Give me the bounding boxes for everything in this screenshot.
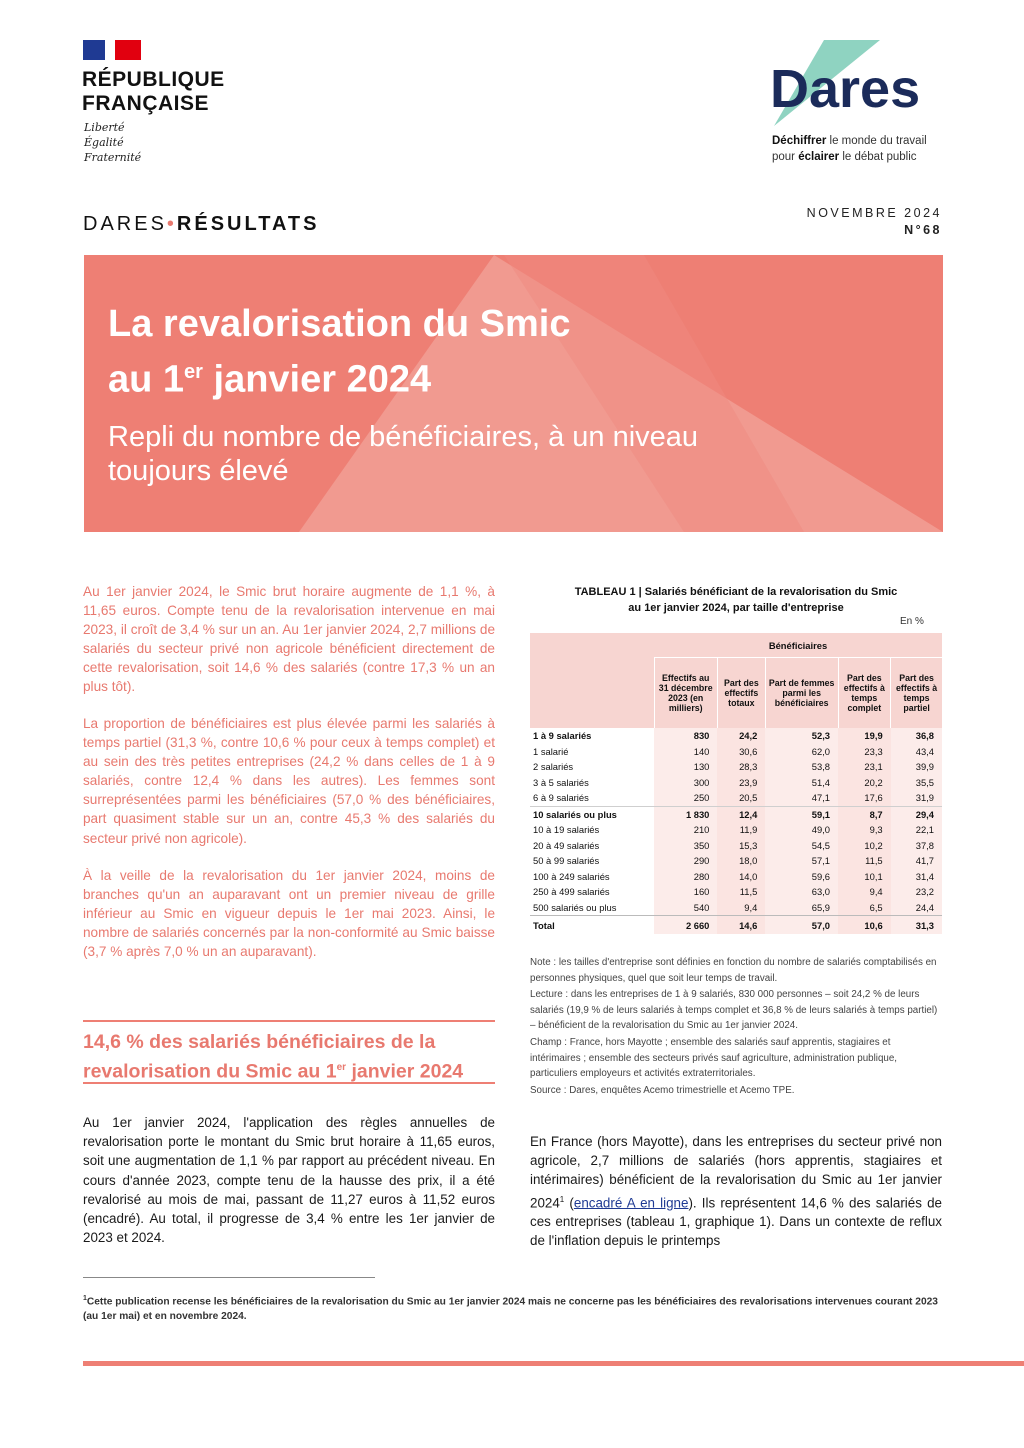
issue-info	[807, 205, 942, 239]
table-cell: 830	[654, 728, 717, 744]
table-row	[530, 900, 942, 916]
row-label: 500 salariés ou plus	[533, 901, 617, 913]
table-cell: 14,0	[717, 869, 765, 885]
table-row	[530, 884, 942, 900]
table-cell: 6,5	[838, 900, 891, 916]
table-cell: 9,4	[838, 884, 891, 900]
table-row	[530, 806, 942, 822]
french-flag-logo	[83, 40, 141, 60]
table-cell: 8,7	[838, 806, 891, 822]
table-cell: 540	[654, 900, 717, 916]
table-cell: 22,1	[891, 822, 942, 838]
table-cell: 350	[654, 838, 717, 854]
table-cell: 17,6	[838, 790, 891, 806]
title-line-1: La revalorisation du Smic	[108, 303, 571, 345]
table-cell: 52,3	[765, 728, 838, 744]
footnote-rule	[83, 1277, 375, 1278]
body-paragraph-right: En France (hors Mayotte), dans les entreprises du secteur privé non agricole, 2,7 millions de salariés (hors apprentis, stagiaires et intérimaires) bénéficient de la revalorisation du Smic au 1er janvier 2024$^1$ (encadré A en ligne). Ils représentent 14,6 % des salariés de ces entreprises (tableau 1, graphique 1). Dans un contexte de reflux de l'inflation depuis le printemps	[530, 1134, 942, 1249]
table-cell: 23,2	[891, 884, 942, 900]
table-cell: 65,9	[765, 900, 838, 916]
table-cell: 43,4	[891, 744, 942, 760]
table-cell: 54,5	[765, 838, 838, 854]
table-cell-total: 10,6	[838, 916, 891, 935]
row-label-total: Total	[530, 916, 654, 935]
tagline-strong-1: Déchiffrer	[772, 135, 827, 147]
col-header-temps-complet: Part des effectifs à temps complet	[838, 658, 891, 729]
table-body	[530, 728, 942, 934]
table-cell: 290	[654, 853, 717, 869]
table-cell: 300	[654, 775, 717, 791]
table-cell: 250	[654, 790, 717, 806]
table-unit: En %	[900, 616, 924, 627]
row-label: 2 salariés	[533, 761, 574, 773]
issue-date: NOVEMBRE 2024	[806, 206, 942, 220]
table-cell: 24,4	[891, 900, 942, 916]
motto-liberte: Liberté	[84, 121, 125, 134]
table-cell: 49,0	[765, 822, 838, 838]
row-label: 10 à 19 salariés	[533, 824, 600, 836]
row-label: 250 à 499 salariés	[533, 886, 610, 898]
table-cell: 59,6	[765, 869, 838, 885]
table-lecture: Lecture : dans les entreprises de 1 à 9 salariés, 830 000 personnes – soit 24,2 % de leurs salariés (19,9 % de leurs salariés à temps complet et 36,8 % de leurs salariés à temps partiel) – bénéficient de la revalorisation du Smic au 1er janvier 2024.	[530, 989, 938, 1032]
title-line-2-post: janvier 2024	[202, 358, 432, 401]
table-cell: 9,3	[838, 822, 891, 838]
footnote-marker: 1	[83, 1295, 87, 1302]
rf-name-line-1: RÉPUBLIQUE	[82, 68, 225, 91]
row-label: 100 à 249 salariés	[533, 870, 610, 882]
row-label: 1 salarié	[533, 745, 569, 757]
table-cell: 31,9	[891, 790, 942, 806]
table-row	[530, 759, 942, 775]
row-label: 6 à 9 salariés	[533, 792, 589, 804]
section-title-line-2-pre: revalorisation du Smic au 1	[83, 1060, 337, 1083]
subtitle-line-2: toujours élevé	[108, 455, 289, 487]
footnote-reference: 1	[559, 1194, 565, 1204]
table-cell: 23,9	[717, 775, 765, 791]
table-cell: 210	[654, 822, 717, 838]
footnote	[83, 1291, 943, 1324]
table-cell: 63,0	[765, 884, 838, 900]
lead-paragraph-2: La proportion de bénéficiaires est plus élevée parmi les salariés à temps partiel (31,3 %, contre 10,6 % pour ceux à temps complet) et au sein des très petites entreprises (24,2 % dans celles de 1 à 9 salariés, contre 12,4 % dans les autres). Les femmes sont surreprésentées parmi les bénéficiaires (57,0 % des bénéficiaires, part quasiment stable sur un an, contre 45,3 % des salariés du secteur privé non agricole).	[83, 716, 495, 846]
table-cell: 39,9	[891, 759, 942, 775]
table-row	[530, 853, 942, 869]
table-cell: 30,6	[717, 744, 765, 760]
dares-logo-text: Dares	[770, 59, 921, 119]
table-row	[530, 869, 942, 885]
table-cell: 9,4	[717, 900, 765, 916]
table-cell-total: 14,6	[717, 916, 765, 935]
table-cell: 59,1	[765, 806, 838, 822]
table-cell: 35,5	[891, 775, 942, 791]
table-cell: 29,4	[891, 806, 942, 822]
body-right-pre: En France (hors Mayotte), dans les entreprises du secteur privé non agricole, 2,7 millions de salariés (hors apprentis, stagiaires et intérimaires) bénéficient de la revalorisation du Smic au 1er janvier 2024	[530, 1134, 942, 1211]
table-cell: 37,8	[891, 838, 942, 854]
lead-paragraph-1: Au 1er janvier 2024, le Smic brut horaire augmente de 1,1 %, à 11,65 euros. Compte tenu de la revalorisation intervenue en mai 2023, il croît de 3,4 % sur un an. Au 1er janvier 2024, 2,7 millions de salariés du secteur privé non agricole bénéficient directement de cette revalorisation, soit 14,6 % des salariés (contre 17,3 % un an plus tôt).	[83, 584, 495, 695]
section-rule-bottom	[83, 1082, 495, 1084]
col-header-part-femmes: Part de femmes parmi les bénéficiaires	[765, 658, 838, 729]
section-title-line-2-post: janvier 2024	[346, 1060, 464, 1083]
table-title	[530, 584, 942, 616]
title-line-2-sup: er	[184, 361, 203, 383]
col-header-temps-partiel: Part des effectifs à temps partiel	[891, 658, 942, 729]
table-cell: 41,7	[891, 853, 942, 869]
beneficiaries-table	[530, 633, 942, 934]
title-line-2-pre: au 1	[108, 358, 185, 401]
row-label: 1 à 9 salariés	[533, 730, 592, 742]
title-line-2	[108, 348, 570, 404]
table-cell: 160	[654, 884, 717, 900]
dares-tagline	[772, 133, 927, 165]
issue-number: N°68	[904, 223, 942, 237]
table-cell: 20,2	[838, 775, 891, 791]
table-cell: 53,8	[765, 759, 838, 775]
table-row-total	[530, 916, 942, 935]
table-row	[530, 775, 942, 791]
tagline-pre-2: pour	[772, 151, 799, 163]
table-row	[530, 822, 942, 838]
row-label: 10 salariés ou plus	[530, 806, 654, 822]
encadre-a-link[interactable]: encadré A en ligne	[573, 1195, 689, 1211]
col-header-part-effectifs: Part des effectifs totaux	[717, 658, 765, 729]
table-cell: 24,2	[717, 728, 765, 744]
table-cell: 11,9	[717, 822, 765, 838]
section-title-line-1: 14,6 % des salariés bénéficiaires de la	[83, 1031, 436, 1053]
table-row	[530, 838, 942, 854]
table-cell: 36,8	[891, 728, 942, 744]
table-cell: 130	[654, 759, 717, 775]
table-group-header: Bénéficiaires	[654, 633, 942, 658]
table-title-line-1: TABLEAU 1 | Salariés bénéficiant de la revalorisation du Smic	[574, 586, 898, 598]
table-cell-total: 31,3	[891, 916, 942, 935]
table-cell: 18,0	[717, 853, 765, 869]
table-cell: 10,2	[838, 838, 891, 854]
table-note: Note : les tailles d'entreprise sont définies en fonction du nombre de salariés comptabilisés en personnes physiques, quel que soit leur temps de travail.	[530, 957, 937, 984]
table-cell: 1 830	[654, 806, 717, 822]
table-row	[530, 744, 942, 760]
table-cell: 11,5	[838, 853, 891, 869]
section-title-line-2-sup: er	[336, 1062, 347, 1073]
rf-name-line-2: FRANÇAISE	[82, 92, 210, 115]
table-cell: 20,5	[717, 790, 765, 806]
tagline-rest-1: le monde du travail	[826, 135, 927, 147]
table-cell: 280	[654, 869, 717, 885]
table-champ: Champ : France, hors Mayotte ; ensemble des salariés sauf apprentis, stagiaires et intérimaires ; ensemble des secteurs privés sauf agriculture, administration publique, particuliers employeurs et activités extraterritoriales.	[530, 1036, 898, 1080]
table-cell: 51,4	[765, 775, 838, 791]
table-cell-total: 2 660	[654, 916, 717, 935]
motto-egalite: Égalité	[84, 136, 124, 149]
footnote-text: Cette publication recense les bénéficiaires de la revalorisation du Smic au 1er janvier 2024 mais ne concerne pas les bénéficiaires des revalorisations intervenues courant 2023 (au 1er mai) et en novembre 2024.	[83, 1296, 938, 1323]
table-cell: 62,0	[765, 744, 838, 760]
series-dares: DARES	[83, 213, 167, 235]
dares-logo	[760, 38, 950, 138]
subtitle-line-1: Repli du nombre de bénéficiaires, à un niveau	[108, 421, 699, 453]
tagline-strong-2: éclairer	[798, 151, 840, 163]
table-cell: 23,3	[838, 744, 891, 760]
lead-paragraph-3: À la veille de la revalorisation du 1er janvier 2024, moins de branches qu'un an auparavant ont un premier niveau de grille inférieur au Smic en vigueur depuis le 1er mai 2023. Ainsi, le nombre de salariés concernés par la non-conformité au Smic baisse (3,7 % après 7,0 % un an auparavant).	[83, 868, 495, 960]
motto-fraternite: Fraternité	[84, 151, 142, 164]
table-cell: 47,1	[765, 790, 838, 806]
series-resultats: RÉSULTATS	[176, 213, 320, 235]
document-subtitle	[108, 420, 698, 488]
republic-motto	[84, 120, 141, 165]
series-name	[83, 213, 319, 236]
bottom-accent-rule	[83, 1361, 1024, 1366]
tagline-rest-2: le débat public	[839, 151, 917, 163]
table-row	[530, 790, 942, 806]
row-label: 20 à 49 salariés	[533, 839, 600, 851]
table-cell: 19,9	[838, 728, 891, 744]
row-label: 50 à 99 salariés	[533, 855, 600, 867]
section-title	[83, 1030, 503, 1085]
table-cell: 10,1	[838, 869, 891, 885]
republique-francaise-wordmark	[82, 68, 225, 116]
series-dot: •	[166, 213, 177, 235]
section-title-line-2	[83, 1055, 503, 1085]
body-right-post: ). Ils représentent 14,6 % des salariés de ces entreprises (tableau 1, graphique 1). Dans un contexte de reflux de l'inflation depuis le printemps	[530, 1195, 942, 1249]
section-rule-top	[83, 1020, 495, 1022]
table-cell: 31,4	[891, 869, 942, 885]
table-cell: 11,5	[717, 884, 765, 900]
table-cell: 15,3	[717, 838, 765, 854]
row-label: 3 à 5 salariés	[533, 776, 589, 788]
table-cell-total: 57,0	[765, 916, 838, 935]
table-cell: 57,1	[765, 853, 838, 869]
table-source: Source : Dares, enquêtes Acemo trimestrielle et Acemo TPE.	[530, 1084, 795, 1096]
table-title-line-2: au 1er janvier 2024, par taille d'entreprise	[628, 602, 844, 614]
table-notes	[530, 955, 942, 1099]
table-cell: 140	[654, 744, 717, 760]
table-cell: 28,3	[717, 759, 765, 775]
body-paragraph-left: Au 1er janvier 2024, l'application des règles annuelles de revalorisation porte le montant du Smic brut horaire à 11,65 euros, soit une augmentation de 1,1 % par rapport au précédent niveau. En cours d'année 2023, compte tenu de la hausse des prix, il a été revalorisé au mois de mai, passant de 11,27 euros à 11,52 euros (encadré). Au total, il progresse de 3,4 % entre les 1er janvier de 2023 et 2024.	[83, 1115, 495, 1246]
col-header-effectifs: Effectifs au 31 décembre 2023 (en milliers)	[654, 658, 717, 729]
document-title	[108, 300, 570, 404]
table-cell: 23,1	[838, 759, 891, 775]
table-corner	[530, 633, 654, 728]
table-cell: 12,4	[717, 806, 765, 822]
table-row	[530, 728, 942, 744]
